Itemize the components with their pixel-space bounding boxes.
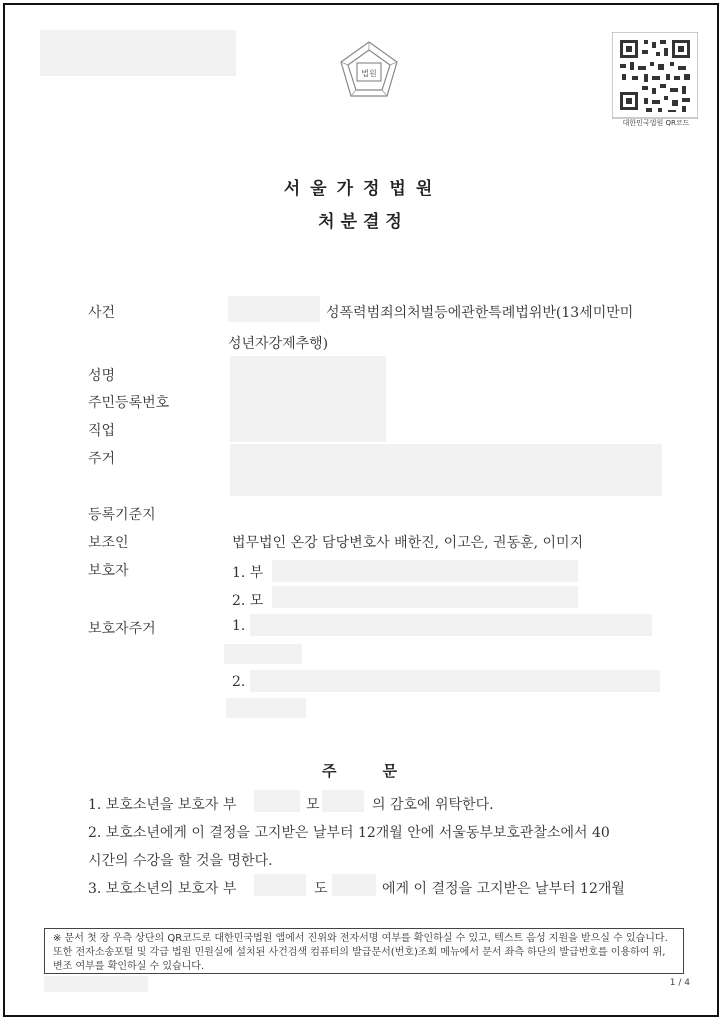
case-value-continued: 성년자강제추행) bbox=[228, 336, 329, 352]
redacted-area bbox=[332, 874, 376, 896]
guardian-mother: 2. 모 bbox=[232, 593, 264, 609]
guardian-label: 보호자 bbox=[88, 563, 129, 579]
court-name: 서울가정법원 bbox=[283, 179, 443, 199]
assistant-label: 보조인 bbox=[88, 535, 129, 551]
order-line-3a: 3. 보호소년의 보호자 부 bbox=[88, 881, 237, 897]
page-number: 1 / 4 bbox=[669, 978, 690, 988]
redacted-area bbox=[254, 790, 300, 812]
redacted-area bbox=[322, 790, 364, 812]
case-label: 사건 bbox=[88, 305, 116, 321]
redacted-area bbox=[44, 976, 148, 992]
redacted-area bbox=[254, 874, 306, 896]
order-title: 주문 bbox=[322, 762, 443, 780]
qr-caption: 대한민국법원 QR코드 bbox=[622, 119, 690, 127]
order-line-3c: 에게 이 결정을 고지받은 날부터 12개월 bbox=[382, 881, 625, 897]
redacted-area bbox=[226, 698, 306, 718]
guardian-address-label: 보호자주거 bbox=[88, 621, 156, 637]
verification-notice: ※ 문서 첫 장 우측 상단의 QR코드로 대한민국법원 앱에서 진위와 전자서명 여부를 확인하실 수 있고, 텍스트 음성 지원을 받으실 수 있습니다. 또한 전자소송포털 및 각급 법원 민원실에 설치된 사건검색 컴퓨터의 발급문서(번호)조회 메뉴에서 문서 좌측 하단의 발급번호를 이용하여 위,변조 여부를 확인하실 수 있습니다. bbox=[44, 928, 684, 974]
name-label: 성명 bbox=[88, 368, 116, 384]
order-line-1a: 1. 보호소년을 보호자 부 bbox=[88, 797, 237, 813]
order-line-1c: 의 감호에 위탁한다. bbox=[372, 797, 494, 813]
redacted-area bbox=[40, 30, 236, 76]
qr-code-icon bbox=[612, 32, 698, 128]
seal-text: 법원 bbox=[361, 69, 377, 78]
redacted-area bbox=[250, 614, 652, 636]
order-line-2b: 시간의 수강을 할 것을 명한다. bbox=[88, 853, 273, 869]
address-label: 주거 bbox=[88, 451, 116, 467]
redacted-area bbox=[230, 444, 662, 496]
case-value: 성폭력범죄의처벌등에관한특례법위반(13세미만미 bbox=[326, 305, 634, 321]
guardian-address-2: 2. bbox=[232, 674, 246, 690]
order-line-3b: 도 bbox=[314, 881, 328, 897]
guardian-address-1: 1. bbox=[232, 618, 246, 634]
occupation-label: 직업 bbox=[88, 423, 116, 439]
document-title: 처분결정 bbox=[318, 212, 408, 232]
redacted-area bbox=[228, 296, 320, 322]
redacted-area bbox=[272, 586, 578, 608]
guardian-father: 1. 부 bbox=[232, 565, 264, 581]
court-seal-icon bbox=[334, 38, 404, 108]
assistant-value: 법무법인 온강 담당변호사 배한진, 이고은, 권동훈, 이미지 bbox=[232, 535, 584, 551]
redacted-area bbox=[272, 560, 578, 582]
order-line-2a: 2. 보호소년에게 이 결정을 고지받은 날부터 12개월 안에 서울동부보호관찰소에서 40 bbox=[88, 825, 610, 841]
order-line-1b: 모 bbox=[306, 797, 320, 813]
redacted-area bbox=[250, 670, 660, 692]
registry-label: 등록기준지 bbox=[88, 507, 156, 523]
redacted-area bbox=[224, 644, 302, 664]
redacted-area bbox=[230, 356, 386, 442]
rrn-label: 주민등록번호 bbox=[88, 395, 170, 411]
